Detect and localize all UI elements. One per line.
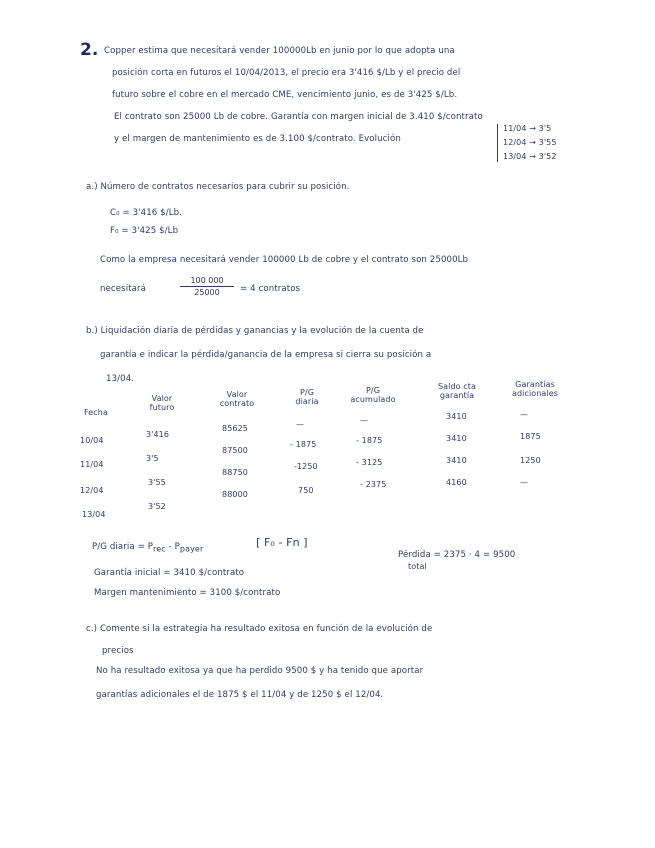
col-valor-contrato: Valor contrato: [219, 390, 255, 408]
table-row: - 1875: [356, 436, 383, 445]
table-row: 3'5: [146, 454, 159, 463]
contracts-fraction: [180, 276, 234, 297]
c0-value: C₀ = 3'416 $/Lb.: [110, 208, 183, 218]
problem-line-3: futuro sobre el cobre en el mercado CME, vencimiento junio, es de 3'425 $/Lb.: [112, 90, 458, 100]
evolution-3: 13/04 → 3'52: [503, 152, 557, 161]
table-row: 12/04: [80, 486, 104, 495]
table-row: 3410: [446, 434, 467, 443]
table-row: 3410: [446, 412, 467, 421]
table-row: —: [520, 478, 529, 487]
fraction-numerator: 100 000: [190, 276, 224, 285]
pg-formula-sub-payer: payer: [179, 544, 204, 554]
table-row: -1250: [294, 462, 318, 471]
col-garantias-adicionales: Garantías adicionales: [511, 380, 559, 398]
fraction-denominator: 25000: [194, 288, 220, 297]
problem-line-4: El contrato son 25000 Lb de cobre. Garantía con margen inicial de 3.410 $/contrato: [114, 112, 483, 122]
part-c-heading-1: c.) Comente si la estrategia ha resultado exitosa en función de la evolución de: [86, 624, 433, 634]
part-c-line-1: No ha resultado exitosa ya que ha perdido 9500 $ y ha tenido que aportar: [96, 666, 424, 676]
part-a-line-1: Como la empresa necesitará vender 100000 Lb de cobre y el contrato son 25000Lb: [100, 255, 469, 265]
table-row: 88000: [222, 490, 248, 499]
col-pg-diaria: P/G diaria: [295, 388, 319, 406]
table-row: 4160: [446, 478, 467, 487]
evolution-1: 11/04 → 3'5: [503, 124, 552, 133]
loss-total: Pérdida = 2375 · 4 = 9500: [398, 550, 516, 560]
part-b-heading-1: b.) Liquidación diaria de pérdidas y ganancias y la evolución de la cuenta de: [86, 326, 424, 336]
pg-formula-bracket: [ F₀ - Fn ]: [256, 536, 308, 549]
problem-line-5: y el margen de mantenimiento es de 3.100 $/contrato. Evolución: [114, 134, 401, 144]
table-row: 10/04: [80, 436, 104, 445]
loss-total-label: total: [408, 562, 427, 571]
margen-mantenimiento: Margen mantenimiento = 3100 $/contrato: [94, 588, 281, 598]
pg-formula-sub-rec: rec: [153, 544, 166, 554]
table-row: —: [520, 410, 529, 419]
pg-formula-left: P/G diaria = P: [92, 542, 154, 552]
table-row: 3410: [446, 456, 467, 465]
part-b-heading-2: garantía e indicar la pérdida/ganancia de la empresa si cierra su posición a: [100, 350, 432, 360]
col-valor-futuro: Valor futuro: [149, 394, 175, 412]
f0-value: F₀ = 3'425 $/Lb: [110, 226, 179, 236]
part-a-result: = 4 contratos: [240, 284, 301, 294]
table-row: 750: [298, 486, 314, 495]
table-row: 13/04: [82, 510, 106, 519]
table-row: —: [360, 416, 369, 425]
table-row: 11/04: [80, 460, 104, 469]
part-c-heading-2: precios: [102, 646, 134, 656]
part-a-prefix: necesitará: [100, 284, 147, 294]
table-row: 3'416: [146, 430, 170, 439]
col-fecha: Fecha: [84, 408, 108, 417]
part-c-line-2: garantías adicionales el de 1875 $ el 11/04 y de 1250 $ el 12/04.: [96, 690, 384, 700]
table-row: 3'52: [148, 502, 166, 511]
pg-formula-mid: - P: [165, 542, 180, 552]
table-row: 85625: [222, 424, 248, 433]
table-row: 87500: [222, 446, 248, 455]
problem-number: 2.: [80, 40, 99, 60]
part-a-heading: a.) Número de contratos necesarios para cubrir su posición.: [86, 182, 350, 192]
problem-line-2: posición corta en futuros el 10/04/2013, el precio era 3'416 $/Lb y el precio del: [112, 68, 461, 78]
table-row: 88750: [222, 468, 248, 477]
table-row: - 3125: [356, 458, 383, 467]
problem-line-1: Copper estima que necesitará vender 100000Lb en junio por lo que adopta una: [104, 46, 455, 56]
table-row: 1250: [520, 456, 541, 465]
evolution-2: 12/04 → 3'55: [503, 138, 557, 147]
col-saldo-garantia: Saldo cta garantía: [437, 382, 477, 400]
table-row: 3'55: [148, 478, 166, 487]
fraction-bar: [180, 286, 234, 287]
table-row: - 1875: [290, 440, 317, 449]
col-pg-acumulado: P/G acumulado: [350, 386, 396, 404]
part-b-heading-3: 13/04.: [106, 374, 135, 384]
garantia-inicial: Garantía inicial = 3410 $/contrato: [94, 568, 245, 578]
table-row: —: [296, 420, 305, 429]
pg-formula: [92, 542, 203, 554]
evolution-brace: [497, 124, 498, 162]
table-row: 1875: [520, 432, 541, 441]
table-row: - 2375: [360, 480, 387, 489]
